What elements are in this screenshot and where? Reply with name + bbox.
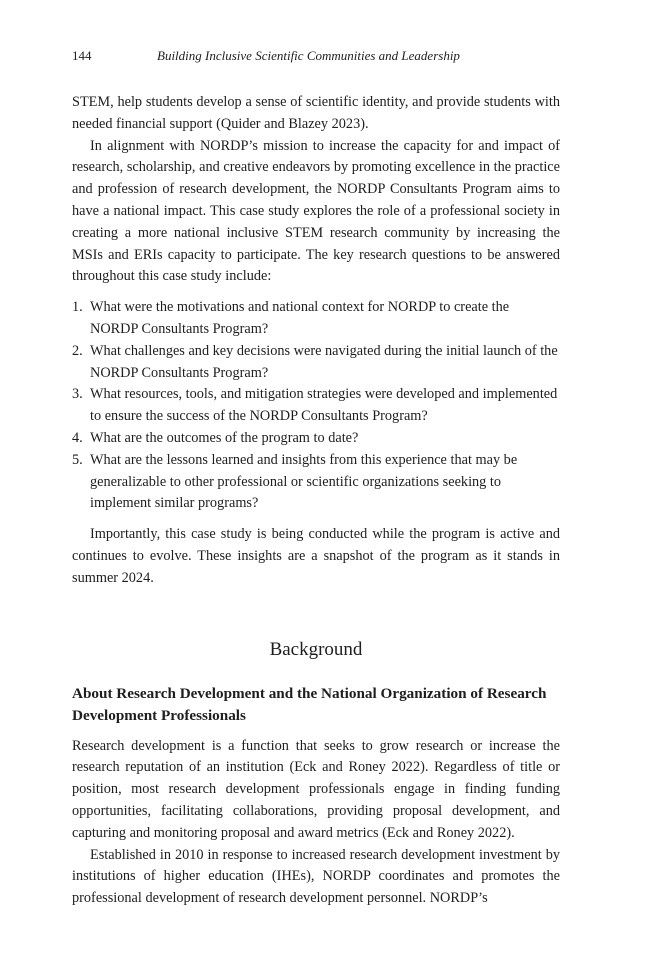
body-text	[72, 92, 560, 910]
paragraph-research-development: Research development is a function that seeks to grow research or increase the research reputation of an institution (Eck and Roney 2022). Regardless of title or position, most research development professionals engage in finding funding opportunities, facilitating collaborations, providing proposal development, and capturing and monitoring proposal and award metrics (Eck and Roney 2022).	[72, 737, 560, 841]
list-item	[72, 450, 560, 515]
list-item-number: 4.	[72, 429, 83, 446]
list-item	[72, 341, 560, 385]
list-item-text: What challenges and key decisions were navigated during the initial launch of the NORDP Consultants Program?	[90, 342, 558, 381]
paragraph-snapshot: Importantly, this case study is being conducted while the program is active and continues to evolve. These insights are a snapshot of the program as it stands in summer 2024.	[72, 526, 560, 586]
list-item-text: What are the outcomes of the program to date?	[90, 429, 359, 446]
list-item-number: 1.	[72, 299, 83, 316]
list-item-text: What were the motivations and national context for NORDP to create the NORDP Consultants Program?	[90, 299, 510, 337]
list-item-number: 5.	[72, 451, 83, 468]
paragraph-continuation: STEM, help students develop a sense of scientific identity, and provide students with needed financial support (Quider and Blazey 2023).	[72, 94, 560, 132]
subsection-heading: About Research Development and the National Organization of Research Development Professionals	[72, 684, 547, 724]
paragraph-mission: In alignment with NORDP’s mission to increase the capacity for and impact of research, scholarship, and creative endeavors by promoting excellence in the practice and profession of research development, the NORDP Consultants Program aims to have a national impact. This case study explores the role of a professional society in creating a more national inclusive STEM research community by increasing the MSIs and ERIs capacity to participate. The key research questions to be answered throughout this case study include:	[72, 137, 560, 285]
list-item-text: What are the lessons learned and insights from this experience that may be generalizable to other professional or scientific organizations seeking to implement similar programs?	[90, 451, 518, 512]
page-number: 144	[72, 48, 92, 63]
list-item-text: What resources, tools, and mitigation strategies were developed and implemented to ensure the success of the NORDP Consultants Program?	[90, 386, 558, 425]
list-item	[72, 384, 560, 428]
list-item	[72, 428, 560, 450]
research-questions-list	[72, 297, 560, 515]
section-heading: Background	[269, 638, 363, 660]
paragraph-nordp-established: Established in 2010 in response to increased research development investment by institutions of higher education (IHEs), NORDP coordinates and promotes the professional development of research development personnel. NORDP’s	[72, 846, 560, 907]
running-header	[72, 44, 560, 68]
book-page	[72, 44, 560, 910]
list-item-number: 3.	[72, 386, 83, 403]
list-item	[72, 297, 560, 341]
running-title: Building Inclusive Scientific Communities and Leadership	[157, 48, 460, 63]
list-item-number: 2.	[72, 342, 83, 359]
